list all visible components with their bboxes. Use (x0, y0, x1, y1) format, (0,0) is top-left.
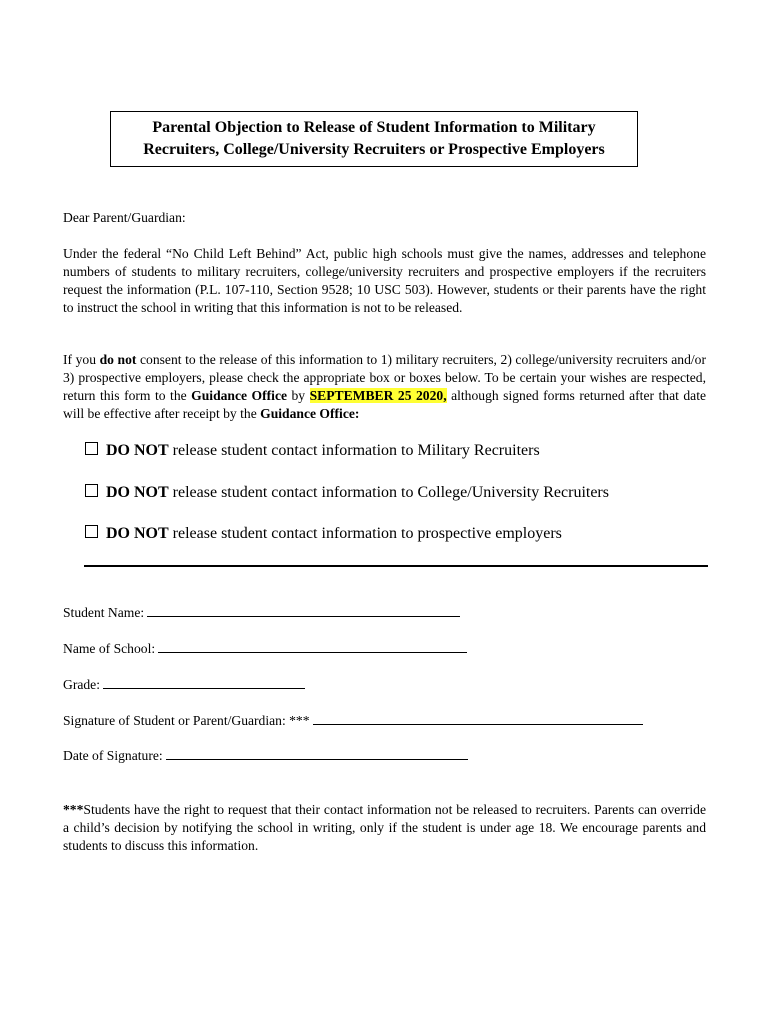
footnote (63, 801, 706, 855)
form-title-line-1: Parental Objection to Release of Student Information to Military (152, 119, 596, 136)
option-text: release student contact information to Military Recruiters (168, 442, 540, 459)
checkbox-college-recruiters[interactable] (85, 484, 98, 497)
school-name-label: Name of School: (63, 641, 156, 656)
option-military-recruiters[interactable] (85, 441, 540, 461)
grade-field[interactable] (103, 676, 305, 689)
guidance-office-label: Guidance Office (191, 388, 288, 403)
checkbox-military-recruiters[interactable] (85, 442, 98, 455)
grade-row (63, 676, 305, 694)
checkbox-prospective-employers[interactable] (85, 525, 98, 538)
option-prospective-employers[interactable] (85, 524, 562, 544)
instructions-text-2: consent to the release of this information to 1) military recruiters, 2) college/university recruiters and/or 3) prospective employers, please check the appropriate box or boxes below. To be certain your wishes are respected, return this form to the (63, 352, 707, 403)
date-field[interactable] (166, 747, 468, 760)
guidance-office-label-2: Guidance Office: (260, 406, 360, 421)
option-text: release student contact information to prospective employers (168, 525, 562, 542)
student-name-label: Student Name: (63, 605, 145, 620)
instructions-text-3: by (287, 388, 310, 403)
student-name-row (63, 604, 460, 622)
school-name-field[interactable] (158, 640, 467, 653)
grade-label: Grade: (63, 677, 100, 692)
signature-row (63, 712, 643, 730)
option-do-not-label: DO NOT (106, 442, 169, 459)
form-title-line-2: Recruiters, College/University Recruiters or Prospective Employers (143, 141, 605, 158)
school-name-row (63, 640, 467, 658)
option-do-not-label: DO NOT (106, 525, 169, 542)
student-name-field[interactable] (147, 604, 460, 617)
instructions-emphasis-do-not: do not (99, 352, 137, 367)
signature-field[interactable] (313, 712, 643, 725)
form-title-box (110, 111, 638, 167)
option-do-not-label: DO NOT (106, 484, 169, 501)
footnote-text: Students have the right to request that their contact information not be released to recruiters. Parents can override a child’s decision by notifying the school in writing, only if the student is under age 18. We encourage parents and students to discuss this information. (63, 802, 706, 853)
instructions-paragraph (63, 351, 706, 423)
footnote-marker: *** (63, 802, 84, 817)
option-college-recruiters[interactable] (85, 483, 609, 503)
date-row (63, 747, 468, 765)
intro-paragraph: Under the federal “No Child Left Behind” Act, public high schools must give the names, addresses and telephone numbers of students to military recruiters, college/university recruiters and prospective employers if the recruiters request the information (P.L. 107-110, Section 9528; 10 USC 503). However, students or their parents have the right to instruct the school in writing that this information is not to be released. (63, 246, 706, 315)
salutation: Dear Parent/Guardian: (63, 210, 186, 225)
signature-label: Signature of Student or Parent/Guardian: *** (63, 713, 310, 728)
instructions-text-4: although signed forms returned after that date will be effective after receipt by the (63, 388, 707, 421)
instructions-text-1: If you (63, 352, 100, 367)
deadline-highlight: SEPTEMBER 25 2020, (309, 388, 447, 403)
date-label: Date of Signature: (63, 748, 163, 763)
section-divider (84, 565, 708, 567)
option-text: release student contact information to College/University Recruiters (168, 484, 609, 501)
